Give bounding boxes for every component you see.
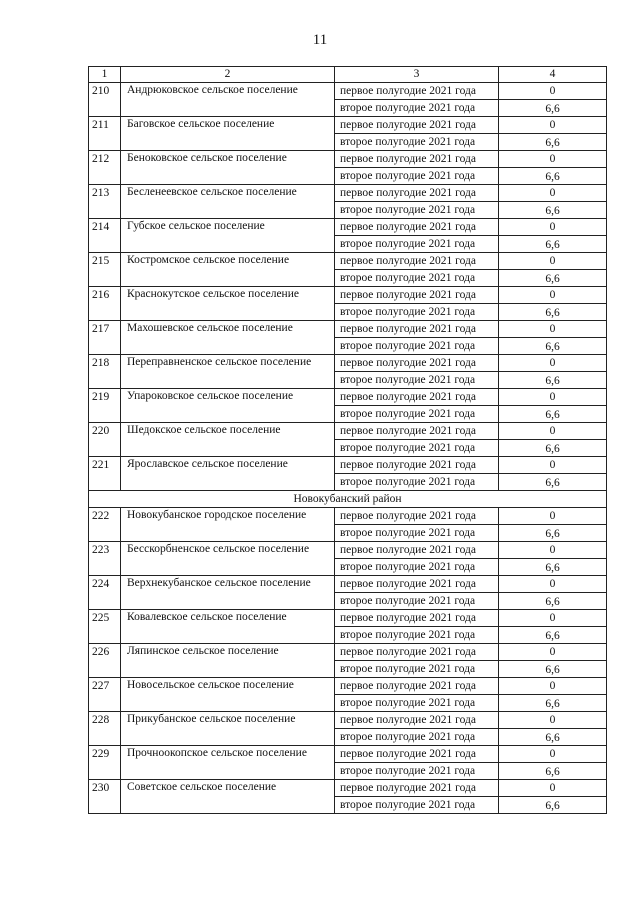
settlement-name: Ковалевское сельское поселение [121,610,335,644]
row-number: 212 [89,151,121,185]
value-first: 0 [499,151,607,168]
settlement-name: Бесскорбненское сельское поселение [121,542,335,576]
table-row [89,644,607,661]
table-row [89,457,607,474]
settlement-name: Верхнекубанское сельское поселение [121,576,335,610]
value-first: 0 [499,508,607,525]
value-first: 0 [499,780,607,797]
row-number: 219 [89,389,121,423]
period-second: второе полугодие 2021 года [335,474,499,491]
period-first: первое полугодие 2021 года [335,151,499,168]
value-second: 6,6 [499,270,607,287]
value-second: 6,6 [499,168,607,185]
value-first: 0 [499,610,607,627]
table-row [89,321,607,338]
period-first: первое полугодие 2021 года [335,610,499,627]
value-first: 0 [499,355,607,372]
period-first: первое полугодие 2021 года [335,780,499,797]
period-first: первое полугодие 2021 года [335,117,499,134]
settlement-name: Переправненское сельское поселение [121,355,335,389]
data-table [88,66,607,814]
period-first: первое полугодие 2021 года [335,185,499,202]
period-second: второе полугодие 2021 года [335,559,499,576]
period-second: второе полугодие 2021 года [335,729,499,746]
settlement-name: Баговское сельское поселение [121,117,335,151]
settlement-name: Ляпинское сельское поселение [121,644,335,678]
page-number: 11 [312,32,328,48]
row-number: 222 [89,508,121,542]
settlement-name: Новосельское сельское поселение [121,678,335,712]
period-second: второе полугодие 2021 года [335,134,499,151]
row-number: 217 [89,321,121,355]
value-first: 0 [499,389,607,406]
settlement-name: Махошевское сельское поселение [121,321,335,355]
period-first: первое полугодие 2021 года [335,423,499,440]
table-row [89,355,607,372]
period-second: второе полугодие 2021 года [335,593,499,610]
period-second: второе полугодие 2021 года [335,406,499,423]
period-first: первое полугодие 2021 года [335,644,499,661]
district-name: Новокубанский район [89,491,607,508]
period-second: второе полугодие 2021 года [335,627,499,644]
settlement-name: Андрюковское сельское поселение [121,83,335,117]
row-number: 227 [89,678,121,712]
value-second: 6,6 [499,729,607,746]
period-first: первое полугодие 2021 года [335,712,499,729]
period-second: второе полугодие 2021 года [335,100,499,117]
period-first: первое полугодие 2021 года [335,389,499,406]
period-first: первое полугодие 2021 года [335,457,499,474]
value-second: 6,6 [499,797,607,814]
column-header-2: 2 [121,67,335,83]
value-second: 6,6 [499,763,607,780]
settlement-name: Краснокутское сельское поселение [121,287,335,321]
table-row [89,610,607,627]
table-row [89,780,607,797]
period-first: первое полугодие 2021 года [335,253,499,270]
table-row [89,117,607,134]
row-number: 216 [89,287,121,321]
table-row [89,576,607,593]
table-row [89,287,607,304]
value-second: 6,6 [499,627,607,644]
table-row [89,151,607,168]
period-first: первое полугодие 2021 года [335,508,499,525]
period-second: второе полугодие 2021 года [335,338,499,355]
value-second: 6,6 [499,593,607,610]
table-row [89,219,607,236]
table-body [89,83,607,814]
value-first: 0 [499,321,607,338]
row-number: 226 [89,644,121,678]
table-row [89,508,607,525]
value-second: 6,6 [499,559,607,576]
period-second: второе полугодие 2021 года [335,695,499,712]
period-second: второе полугодие 2021 года [335,525,499,542]
period-second: второе полугодие 2021 года [335,168,499,185]
period-first: первое полугодие 2021 года [335,287,499,304]
value-first: 0 [499,253,607,270]
settlement-name: Костромское сельское поселение [121,253,335,287]
row-number: 215 [89,253,121,287]
value-second: 6,6 [499,440,607,457]
table-row [89,542,607,559]
table-row [89,185,607,202]
value-first: 0 [499,219,607,236]
value-first: 0 [499,457,607,474]
period-first: первое полугодие 2021 года [335,219,499,236]
row-number: 224 [89,576,121,610]
settlement-name: Советское сельское поселение [121,780,335,814]
period-second: второе полугодие 2021 года [335,270,499,287]
settlement-name: Упароковское сельское поселение [121,389,335,423]
table-row [89,423,607,440]
row-number: 220 [89,423,121,457]
period-second: второе полугодие 2021 года [335,763,499,780]
value-second: 6,6 [499,134,607,151]
row-number: 214 [89,219,121,253]
value-first: 0 [499,117,607,134]
value-second: 6,6 [499,525,607,542]
value-second: 6,6 [499,202,607,219]
settlement-name: Прочноокопское сельское поселение [121,746,335,780]
period-second: второе полугодие 2021 года [335,440,499,457]
value-first: 0 [499,576,607,593]
period-second: второе полугодие 2021 года [335,304,499,321]
value-first: 0 [499,644,607,661]
value-second: 6,6 [499,661,607,678]
period-second: второе полугодие 2021 года [335,661,499,678]
table-row [89,746,607,763]
row-number: 229 [89,746,121,780]
value-second: 6,6 [499,406,607,423]
period-second: второе полугодие 2021 года [335,797,499,814]
settlement-name: Бесленеевское сельское поселение [121,185,335,219]
table-row [89,253,607,270]
value-second: 6,6 [499,372,607,389]
value-second: 6,6 [499,474,607,491]
district-row [89,491,607,508]
row-number: 213 [89,185,121,219]
period-first: первое полугодие 2021 года [335,355,499,372]
row-number: 225 [89,610,121,644]
settlement-name: Новокубанское городское поселение [121,508,335,542]
settlement-name: Шедокское сельское поселение [121,423,335,457]
value-second: 6,6 [499,236,607,253]
row-number: 221 [89,457,121,491]
settlement-name: Беноковское сельское поселение [121,151,335,185]
period-first: первое полугодие 2021 года [335,83,499,100]
table-row [89,678,607,695]
row-number: 211 [89,117,121,151]
table-row [89,712,607,729]
value-first: 0 [499,746,607,763]
row-number: 223 [89,542,121,576]
period-second: второе полугодие 2021 года [335,202,499,219]
value-second: 6,6 [499,304,607,321]
column-header-1: 1 [89,67,121,83]
value-first: 0 [499,542,607,559]
table-header-row [89,67,607,83]
row-number: 228 [89,712,121,746]
period-first: первое полугодие 2021 года [335,321,499,338]
period-second: второе полугодие 2021 года [335,372,499,389]
value-first: 0 [499,185,607,202]
table-row [89,389,607,406]
settlement-name: Прикубанское сельское поселение [121,712,335,746]
period-first: первое полугодие 2021 года [335,678,499,695]
value-second: 6,6 [499,338,607,355]
period-first: первое полугодие 2021 года [335,576,499,593]
value-first: 0 [499,287,607,304]
column-header-4: 4 [499,67,607,83]
row-number: 230 [89,780,121,814]
value-first: 0 [499,678,607,695]
settlement-name: Ярославское сельское поселение [121,457,335,491]
settlement-name: Губское сельское поселение [121,219,335,253]
row-number: 218 [89,355,121,389]
value-first: 0 [499,423,607,440]
period-first: первое полугодие 2021 года [335,746,499,763]
value-first: 0 [499,712,607,729]
period-first: первое полугодие 2021 года [335,542,499,559]
period-second: второе полугодие 2021 года [335,236,499,253]
value-second: 6,6 [499,100,607,117]
column-header-3: 3 [335,67,499,83]
value-second: 6,6 [499,695,607,712]
value-first: 0 [499,83,607,100]
row-number: 210 [89,83,121,117]
table-row [89,83,607,100]
